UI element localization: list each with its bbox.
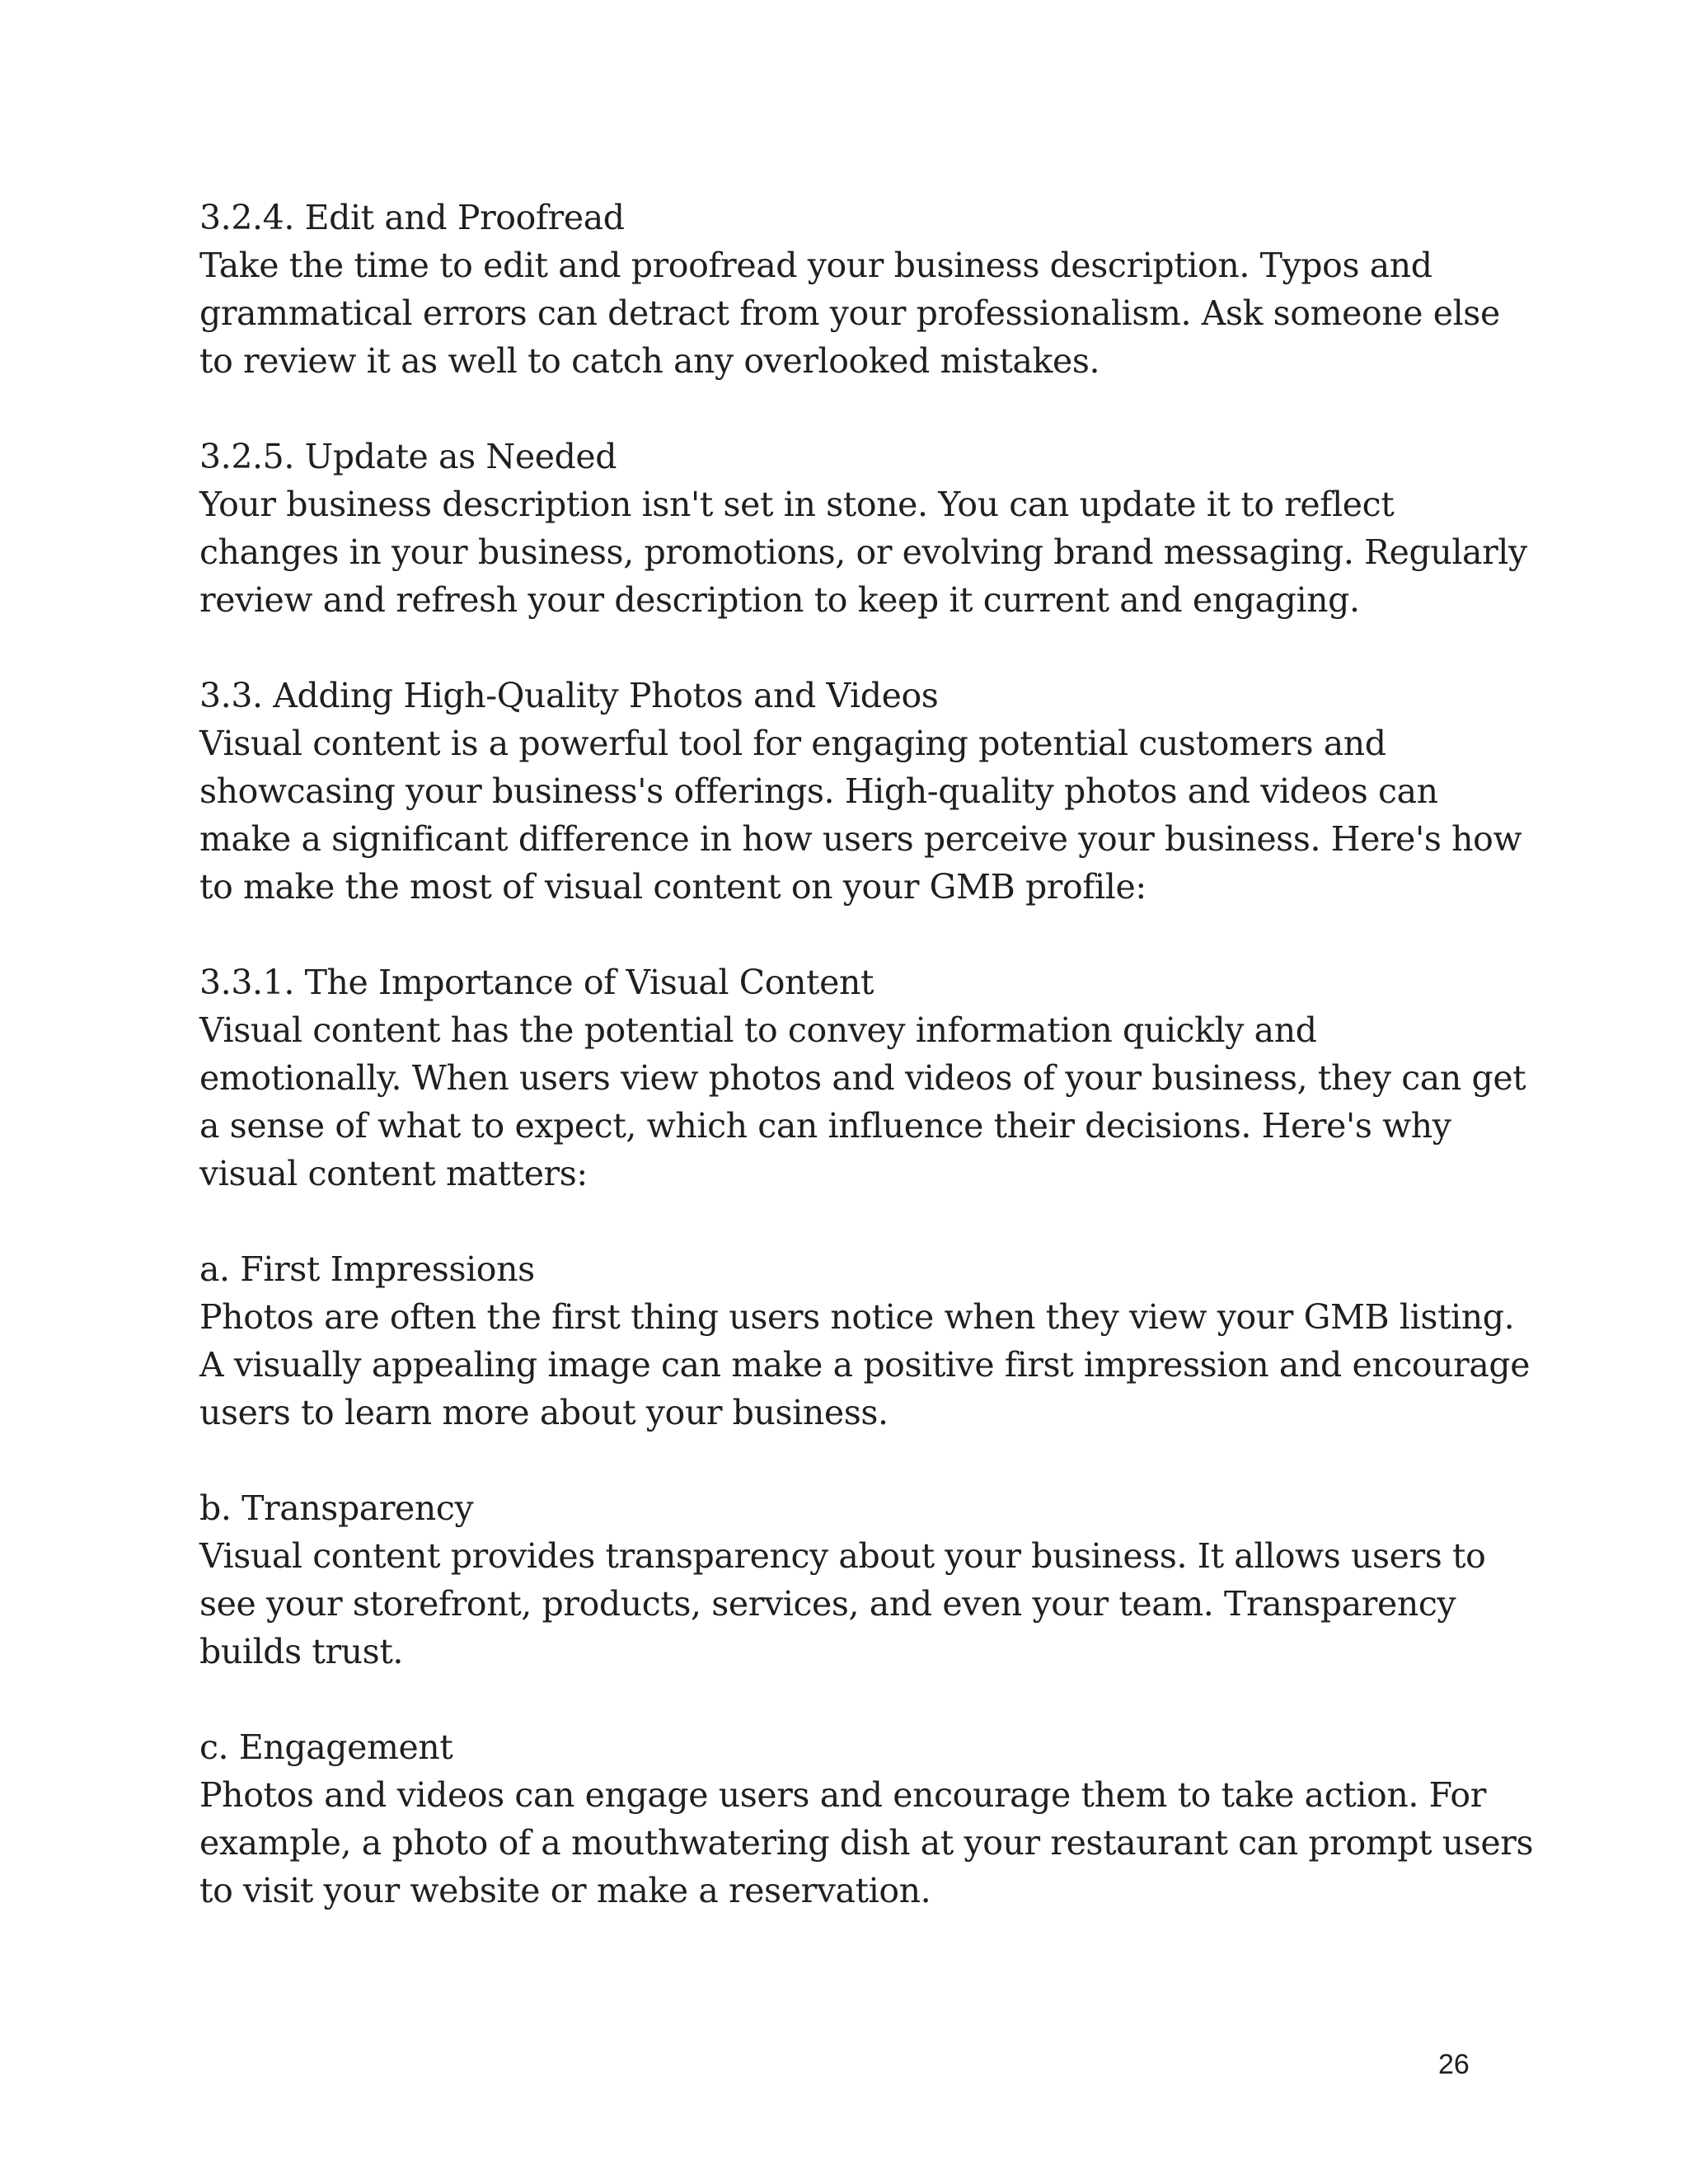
section-heading: 3.3. Adding High-Quality Photos and Videos xyxy=(199,676,939,715)
paragraph-line: emotionally. When users view photos and videos of your business, they can get xyxy=(199,1058,1526,1098)
paragraph-line: example, a photo of a mouthwatering dish at your restaurant can prompt users xyxy=(199,1823,1534,1863)
paragraph-line: Your business description isn't set in stone. You can update it to reflect xyxy=(199,485,1395,524)
section-photos-videos xyxy=(199,672,1522,911)
paragraph-line: Visual content is a powerful tool for engaging potential customers and xyxy=(199,724,1386,763)
paragraph-line: to review it as well to catch any overlooked mistakes. xyxy=(199,341,1100,381)
page-number: 26 xyxy=(1438,2049,1470,2080)
paragraph-line: A visually appealing image can make a positive first impression and encourage xyxy=(199,1345,1531,1385)
paragraph-line: review and refresh your description to keep it current and engaging. xyxy=(199,580,1360,620)
paragraph-line: see your storefront, products, services, and even your team. Transparency xyxy=(199,1584,1456,1624)
section-first-impressions xyxy=(199,1245,1531,1436)
section-transparency xyxy=(199,1484,1518,1675)
page-content xyxy=(199,194,1534,1962)
paragraph-line: to make the most of visual content on your GMB profile: xyxy=(199,867,1146,907)
paragraph-line: visual content matters: xyxy=(199,1154,588,1193)
section-engagement xyxy=(199,1723,1534,1915)
section-heading: 3.2.4. Edit and Proofread xyxy=(199,198,625,237)
paragraph-line: changes in your business, promotions, or evolving brand messaging. Regularly xyxy=(199,532,1527,572)
paragraph-line: users to learn more about your business. xyxy=(199,1393,889,1432)
paragraph-line: showcasing your business's offerings. High-quality photos and videos can xyxy=(199,771,1438,811)
paragraph-line: grammatical errors can detract from your professionalism. Ask someone else xyxy=(199,293,1500,333)
section-heading: 3.2.5. Update as Needed xyxy=(199,437,617,476)
paragraph-line: Visual content has the potential to convey information quickly and xyxy=(199,1010,1317,1050)
section-update-as-needed xyxy=(199,433,1527,624)
paragraph-line: Visual content provides transparency about your business. It allows users to xyxy=(199,1536,1486,1576)
paragraph-line: make a significant difference in how users perceive your business. Here's how xyxy=(199,819,1522,859)
section-importance-visual-content xyxy=(199,958,1526,1197)
paragraph-line: builds trust. xyxy=(199,1632,404,1671)
section-heading: 3.3.1. The Importance of Visual Content xyxy=(199,963,874,1002)
paragraph-line: a sense of what to expect, which can influence their decisions. Here's why xyxy=(199,1106,1451,1146)
section-heading: b. Transparency xyxy=(199,1488,474,1528)
section-edit-proofread xyxy=(199,194,1518,385)
paragraph-line: to visit your website or make a reservation. xyxy=(199,1871,931,1910)
paragraph-line: Photos are often the first thing users notice when they view your GMB listing. xyxy=(199,1297,1515,1337)
paragraph-line: Photos and videos can engage users and encourage them to take action. For xyxy=(199,1775,1486,1815)
section-heading: a. First Impressions xyxy=(199,1249,535,1289)
paragraph-line: Take the time to edit and proofread your business description. Typos and xyxy=(199,246,1432,285)
section-heading: c. Engagement xyxy=(199,1727,453,1767)
